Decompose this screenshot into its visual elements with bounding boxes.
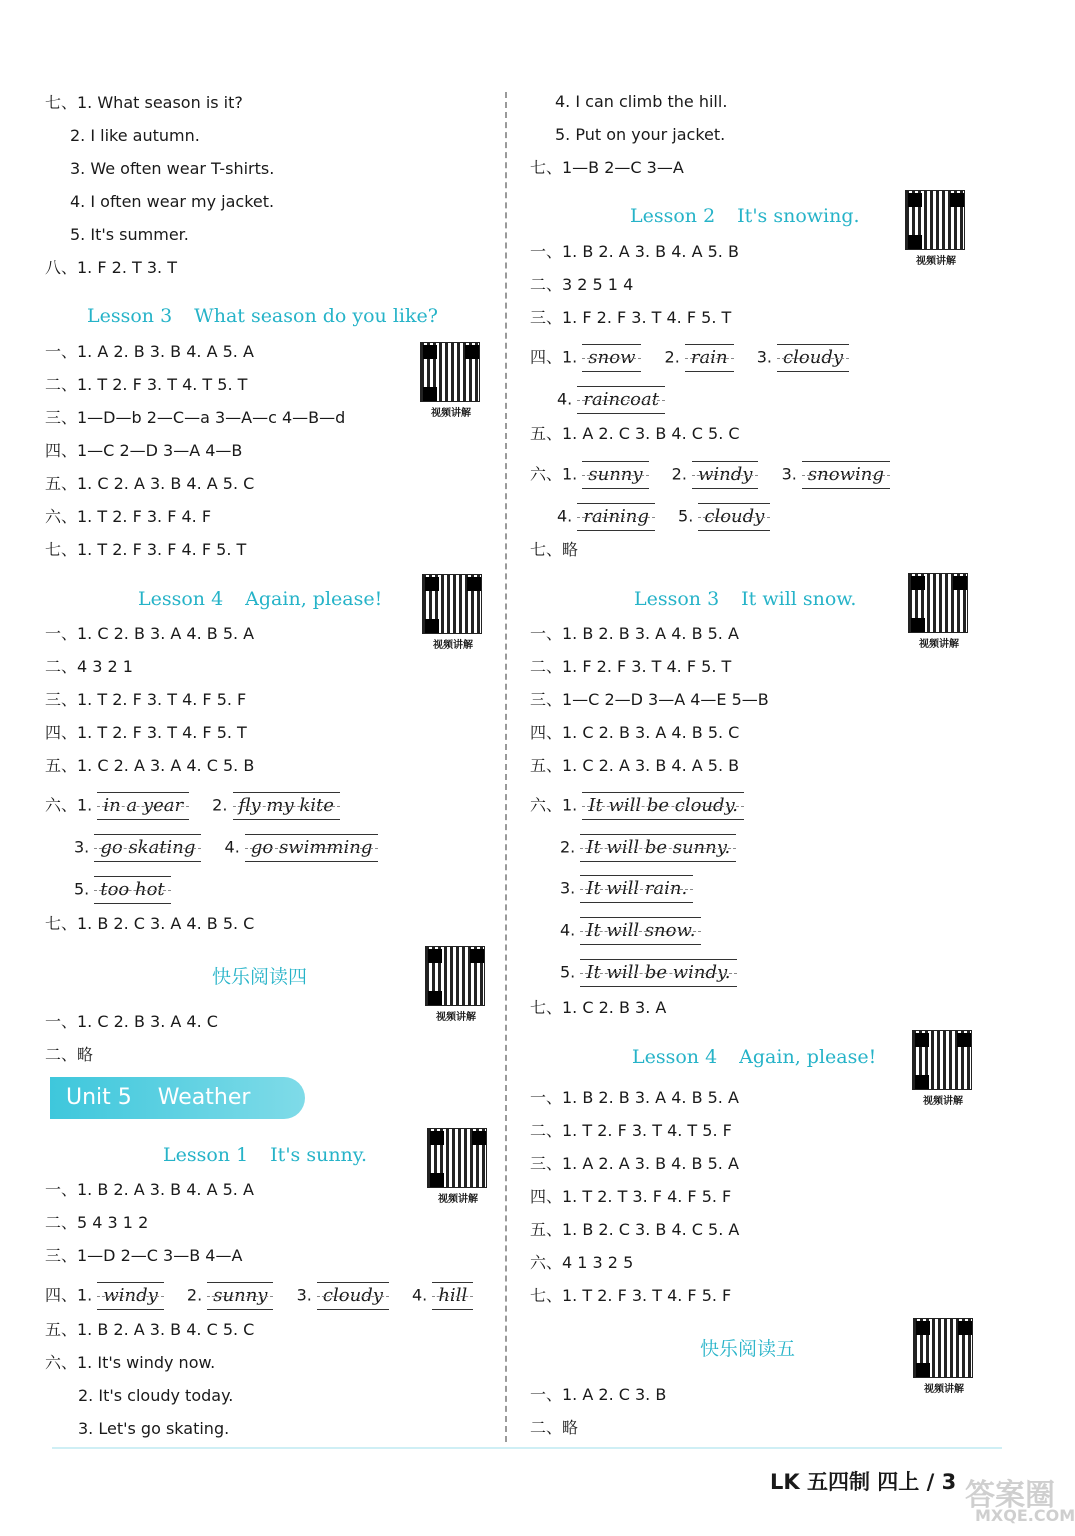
handwriting-row bbox=[557, 386, 665, 414]
answer-line: 2. I like autumn. bbox=[70, 126, 200, 145]
answer-line: 5. Put on your jacket. bbox=[555, 125, 726, 144]
lesson-heading bbox=[87, 305, 438, 327]
lesson-number: Lesson 4 bbox=[138, 588, 224, 610]
answer-line: 一、1. A 2. B 3. B 4. A 5. A bbox=[45, 342, 254, 361]
qr-code-icon bbox=[905, 190, 965, 250]
answer-line: 一、1. B 2. B 3. A 4. B 5. A bbox=[530, 624, 739, 643]
qr-caption: 视频讲解 bbox=[923, 1096, 963, 1107]
answer-line: 二、略 bbox=[530, 1418, 579, 1437]
handwritten-answer: sunny bbox=[582, 461, 648, 489]
handwritten-answer: hill bbox=[432, 1282, 473, 1310]
handwritten-answer: in a year bbox=[97, 792, 189, 820]
item-number: 2. bbox=[560, 837, 576, 857]
handwriting-row bbox=[560, 834, 736, 862]
handwritten-answer: snow bbox=[582, 344, 641, 372]
answer-line: 三、1. F 2. F 3. T 4. F 5. T bbox=[530, 308, 732, 327]
item-number: 四、1. bbox=[45, 1285, 93, 1305]
answer-line: 一、1. B 2. A 3. B 4. A 5. A bbox=[45, 1180, 254, 1199]
qr-code-icon bbox=[420, 342, 480, 402]
answer-line: 三、1. A 2. A 3. B 4. B 5. A bbox=[530, 1154, 739, 1173]
handwritten-answer: windy bbox=[692, 461, 758, 489]
column-divider bbox=[505, 92, 507, 1442]
lesson-number: Lesson 2 bbox=[630, 205, 716, 227]
item-number: 六、1. bbox=[530, 795, 578, 815]
handwritten-answer: raining bbox=[577, 503, 655, 531]
answer-line: 七、略 bbox=[530, 540, 579, 559]
lesson-heading bbox=[632, 1046, 876, 1068]
item-number: 2. bbox=[186, 1285, 203, 1305]
answer-line: 五、1. B 2. A 3. B 4. C 5. C bbox=[45, 1320, 255, 1339]
qr-caption: 视频讲解 bbox=[438, 1194, 478, 1205]
answer-line: 五、1. C 2. A 3. A 4. C 5. B bbox=[45, 756, 255, 775]
handwriting-row bbox=[560, 917, 701, 945]
answer-line: 七、1—B 2—C 3—A bbox=[530, 158, 684, 177]
qr-code-icon bbox=[913, 1318, 973, 1378]
answer-line: 一、1. B 2. B 3. A 4. B 5. A bbox=[530, 1088, 739, 1107]
handwritten-answer: cloudy bbox=[698, 503, 770, 531]
item-number: 六、1. bbox=[45, 795, 93, 815]
lesson-number: Lesson 1 bbox=[163, 1144, 249, 1166]
answer-line: 3. We often wear T-shirts. bbox=[70, 159, 275, 178]
answer-line: 二、1. T 2. F 3. T 4. T 5. F bbox=[530, 1121, 732, 1140]
item-number: 3. bbox=[781, 464, 797, 484]
unit-title: Weather bbox=[157, 1085, 251, 1110]
handwritten-answer: It will rain. bbox=[580, 875, 693, 903]
qr-code[interactable] bbox=[912, 1030, 974, 1107]
answer-line: 二、1. T 2. F 3. T 4. T 5. T bbox=[45, 375, 248, 394]
handwriting-row bbox=[560, 959, 737, 987]
handwritten-answer: It will be sunny. bbox=[580, 834, 736, 862]
item-number: 2. bbox=[212, 795, 228, 815]
unit-number: Unit 5 bbox=[66, 1085, 132, 1110]
answer-line: 一、1. C 2. B 3. A 4. C bbox=[45, 1012, 218, 1031]
lesson-title: It's snowing. bbox=[737, 205, 860, 227]
handwritten-answer: windy bbox=[97, 1282, 163, 1310]
answer-line: 五、1. C 2. A 3. B 4. A 5. B bbox=[530, 756, 740, 775]
qr-code[interactable] bbox=[427, 1128, 489, 1205]
page-footer: LK 五四制 四上 / 3 bbox=[770, 1470, 957, 1494]
answer-line: 三、1—D—b 2—C—a 3—A—c 4—B—d bbox=[45, 408, 346, 427]
footer-rule bbox=[52, 1447, 1002, 1449]
handwriting-row bbox=[74, 834, 378, 862]
qr-caption: 视频讲解 bbox=[919, 639, 959, 650]
answer-line: 五、1. B 2. C 3. B 4. C 5. A bbox=[530, 1220, 740, 1239]
item-number: 3. bbox=[756, 347, 772, 367]
answer-line: 四、1. C 2. B 3. A 4. B 5. C bbox=[530, 723, 740, 742]
handwritten-answer: rain bbox=[685, 344, 734, 372]
item-number: 5. bbox=[560, 962, 576, 982]
item-number: 4. bbox=[224, 837, 240, 857]
qr-code-icon bbox=[427, 1128, 487, 1188]
lesson-title: It's sunny. bbox=[270, 1144, 368, 1166]
lesson-title: What season do you like? bbox=[194, 305, 438, 327]
answer-line: 一、1. C 2. B 3. A 4. B 5. A bbox=[45, 624, 255, 643]
qr-caption: 视频讲解 bbox=[431, 408, 471, 419]
answer-line: 七、1. What season is it? bbox=[45, 93, 243, 112]
item-number: 3. bbox=[296, 1285, 312, 1305]
answer-line: 六、4 1 3 2 5 bbox=[530, 1253, 634, 1272]
answer-line: 八、1. F 2. T 3. T bbox=[45, 258, 177, 277]
qr-code-icon bbox=[912, 1030, 972, 1090]
answer-line: 六、1. It's windy now. bbox=[45, 1353, 216, 1372]
answer-line: 六、1. T 2. F 3. F 4. F bbox=[45, 507, 212, 526]
watermark-logo: 答案圈 bbox=[965, 1478, 1055, 1513]
answer-line: 3. Let's go skating. bbox=[78, 1419, 230, 1438]
lesson-number: Lesson 3 bbox=[634, 588, 720, 610]
lesson-heading bbox=[138, 588, 382, 610]
answer-line: 4. I can climb the hill. bbox=[555, 92, 728, 111]
qr-code[interactable] bbox=[420, 342, 482, 419]
item-number: 2. bbox=[671, 464, 687, 484]
item-number: 3. bbox=[560, 878, 576, 898]
handwriting-row bbox=[530, 344, 849, 372]
answer-line: 4. I often wear my jacket. bbox=[70, 192, 275, 211]
handwritten-answer: It will snow. bbox=[580, 917, 701, 945]
item-number: 四、1. bbox=[530, 347, 578, 367]
lesson-title: Again, please! bbox=[245, 588, 383, 610]
lesson-heading bbox=[630, 205, 860, 227]
handwriting-row bbox=[530, 461, 890, 489]
lesson-heading bbox=[163, 1144, 367, 1166]
qr-code-icon bbox=[425, 946, 485, 1006]
answer-line: 二、3 2 5 1 4 bbox=[530, 275, 634, 294]
item-number: 4. bbox=[557, 389, 573, 409]
answer-line: 一、1. B 2. A 3. B 4. A 5. B bbox=[530, 242, 739, 261]
item-number: 5. bbox=[678, 506, 694, 526]
lesson-title: It will snow. bbox=[741, 588, 857, 610]
answer-line: 三、1. T 2. F 3. T 4. F 5. F bbox=[45, 690, 247, 709]
item-number: 3. bbox=[74, 837, 90, 857]
handwritten-answer: fly my kite bbox=[233, 792, 340, 820]
handwritten-answer: snowing bbox=[802, 461, 890, 489]
answer-line: 四、1. T 2. T 3. F 4. F 5. F bbox=[530, 1187, 732, 1206]
answer-line: 三、1—D 2—C 3—B 4—A bbox=[45, 1246, 243, 1265]
reading-heading: 快乐阅读五 bbox=[700, 1338, 796, 1360]
lesson-number: Lesson 4 bbox=[632, 1046, 718, 1068]
handwritten-answer: sunny bbox=[207, 1282, 273, 1310]
qr-code[interactable] bbox=[913, 1318, 975, 1395]
answer-line: 五、1. A 2. C 3. B 4. C 5. C bbox=[530, 424, 740, 443]
qr-caption: 视频讲解 bbox=[436, 1012, 476, 1023]
lesson-heading bbox=[634, 588, 856, 610]
handwriting-row bbox=[560, 875, 693, 903]
answer-line: 二、略 bbox=[45, 1045, 94, 1064]
handwritten-answer: It will be cloudy. bbox=[582, 792, 744, 820]
qr-caption: 视频讲解 bbox=[916, 256, 956, 267]
lesson-number: Lesson 3 bbox=[87, 305, 173, 327]
handwritten-answer: go swimming bbox=[245, 834, 379, 862]
answer-line: 七、1. B 2. C 3. A 4. B 5. C bbox=[45, 914, 255, 933]
qr-code-icon bbox=[908, 573, 968, 633]
item-number: 4. bbox=[557, 506, 573, 526]
answer-line: 五、1. C 2. A 3. B 4. A 5. C bbox=[45, 474, 255, 493]
item-number: 六、1. bbox=[530, 464, 578, 484]
handwritten-answer: go skating bbox=[94, 834, 201, 862]
handwritten-answer: too hot bbox=[94, 876, 170, 904]
answer-line: 四、1—C 2—D 3—A 4—B bbox=[45, 441, 243, 460]
answer-line: 二、1. F 2. F 3. T 4. F 5. T bbox=[530, 657, 732, 676]
handwritten-answer: raincoat bbox=[577, 386, 665, 414]
answer-line: 2. It's cloudy today. bbox=[78, 1386, 234, 1405]
unit-banner bbox=[50, 1077, 305, 1119]
answer-line: 二、5 4 3 1 2 bbox=[45, 1213, 149, 1232]
handwriting-row bbox=[45, 792, 340, 820]
qr-code[interactable] bbox=[425, 946, 487, 1023]
answer-line: 三、1—C 2—D 3—A 4—E 5—B bbox=[530, 690, 769, 709]
item-number: 4. bbox=[560, 920, 576, 940]
qr-code[interactable] bbox=[905, 190, 967, 267]
handwritten-answer: cloudy bbox=[317, 1282, 389, 1310]
qr-code-icon bbox=[422, 574, 482, 634]
answer-line: 四、1. T 2. F 3. T 4. F 5. T bbox=[45, 723, 247, 742]
qr-code[interactable] bbox=[422, 574, 484, 651]
handwriting-row bbox=[557, 503, 770, 531]
answer-line: 七、1. C 2. B 3. A bbox=[530, 998, 667, 1017]
qr-caption: 视频讲解 bbox=[433, 640, 473, 651]
handwritten-answer: It will be windy. bbox=[580, 959, 736, 987]
handwritten-answer: cloudy bbox=[777, 344, 849, 372]
answer-line: 一、1. A 2. C 3. B bbox=[530, 1385, 667, 1404]
handwriting-row bbox=[45, 1282, 473, 1310]
watermark-url: MXQE.COM bbox=[975, 1506, 1075, 1525]
item-number: 2. bbox=[664, 347, 680, 367]
reading-heading: 快乐阅读四 bbox=[212, 966, 308, 988]
answer-line: 二、4 3 2 1 bbox=[45, 657, 133, 676]
answer-line: 七、1. T 2. F 3. T 4. F 5. F bbox=[530, 1286, 732, 1305]
answer-line: 5. It's summer. bbox=[70, 225, 189, 244]
handwriting-row bbox=[74, 876, 171, 904]
item-number: 5. bbox=[74, 879, 90, 899]
lesson-title: Again, please! bbox=[739, 1046, 877, 1068]
qr-caption: 视频讲解 bbox=[924, 1384, 964, 1395]
qr-code[interactable] bbox=[908, 573, 970, 650]
handwriting-row bbox=[530, 792, 744, 820]
answer-line: 七、1. T 2. F 3. F 4. F 5. T bbox=[45, 540, 247, 559]
item-number: 4. bbox=[411, 1285, 428, 1305]
